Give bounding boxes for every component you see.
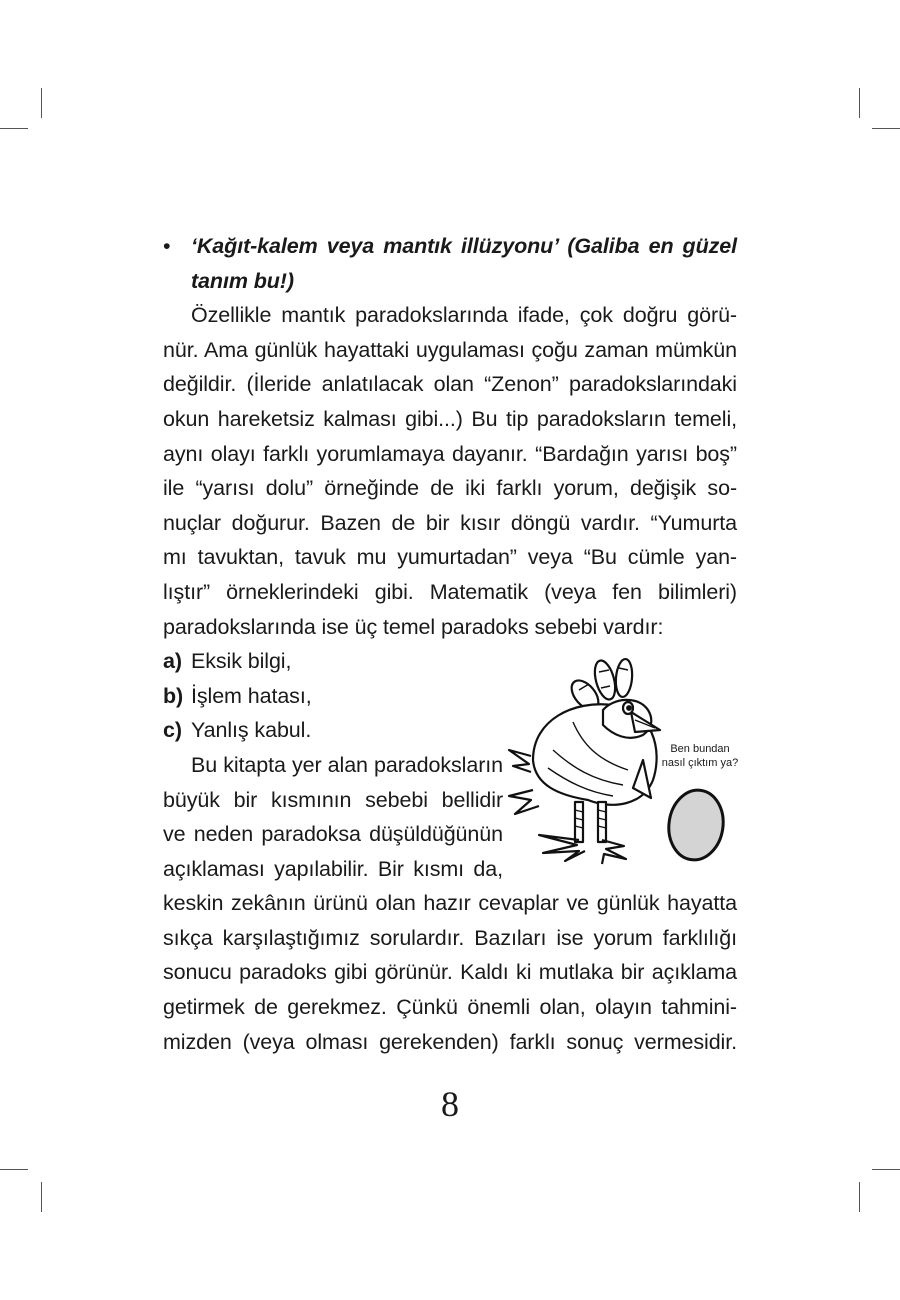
crop-mark bbox=[0, 128, 28, 129]
text-line: aynı olayı farklı yorumlamaya dayanır. “Bardağın yarısı boş” bbox=[163, 441, 737, 466]
text-line: büyük bir kısmının sebebi bellidir bbox=[163, 787, 503, 812]
text-line: mizden (veya olması gerekenden) farklı sonuç vermesidir. bbox=[163, 1029, 737, 1054]
crop-mark bbox=[41, 88, 42, 118]
page-number: 8 bbox=[441, 1084, 459, 1124]
text-line: ile “yarısı dolu” örneğinde de iki farklı yorum, değişik so- bbox=[163, 476, 737, 501]
text-line: değildir. (İleride anlatılacak olan “Zenon” paradokslarındaki bbox=[163, 372, 737, 397]
text-line: Özellikle mantık paradokslarında ifade, çok doğru görü- bbox=[191, 303, 737, 328]
speech-text bbox=[655, 742, 745, 770]
text-line: keskin zekânın ürünü olan hazır cevaplar ve günlük hayatta bbox=[163, 891, 737, 916]
list-text: İşlem hatası, bbox=[191, 683, 312, 708]
crop-mark bbox=[872, 1169, 900, 1170]
list-text: Eksik bilgi, bbox=[191, 649, 292, 674]
crop-mark bbox=[859, 1182, 860, 1212]
text-line: Bu kitapta yer alan paradoksların bbox=[191, 752, 503, 777]
body-text bbox=[163, 229, 737, 1059]
list-key: b) bbox=[163, 683, 184, 708]
crop-mark bbox=[872, 128, 900, 129]
list-key: a) bbox=[163, 649, 182, 674]
text-line: getirmek de gerekmez. Çünkü önemli olan, olayın tahmini- bbox=[163, 995, 737, 1020]
text-line: nür. Ama günlük hayattaki uygulaması çoğu zaman mümkün bbox=[163, 337, 737, 362]
text-line: paradokslarında ise üç temel paradoks sebebi vardır: bbox=[163, 614, 664, 639]
paragraph bbox=[163, 298, 737, 644]
crop-mark bbox=[859, 88, 860, 118]
text-line: açıklaması yapılabilir. Bir kısmı da, bbox=[163, 856, 503, 881]
bullet-line: ‘Kağıt-kalem veya mantık illüzyonu’ (Galiba en güzel bbox=[191, 234, 737, 258]
bullet-item bbox=[163, 229, 737, 298]
list-key: c) bbox=[163, 718, 182, 743]
text-line: ve neden paradoksa düşüldüğünün bbox=[163, 822, 503, 847]
text-line: mı tavuktan, tavuk mu yumurtadan” veya “Bu cümle yan- bbox=[163, 545, 737, 570]
text-line: sıkça karşılaştığımız sorulardır. Bazıları ise yorum farklılığı bbox=[163, 925, 737, 950]
speech-line: nasıl çıktım ya? bbox=[661, 757, 739, 769]
bullet-symbol: • bbox=[163, 234, 171, 258]
egg-icon bbox=[664, 787, 727, 864]
list-text: Yanlış kabul. bbox=[191, 718, 312, 743]
bullet-line: tanım bu!) bbox=[191, 268, 294, 293]
crop-mark bbox=[0, 1169, 28, 1170]
crop-mark bbox=[41, 1182, 42, 1212]
speech-line: Ben bundan bbox=[670, 743, 730, 755]
chicken-icon bbox=[509, 658, 660, 864]
text-line: okun hareketsiz kalması gibi...) Bu tip paradoksların temeli, bbox=[163, 406, 737, 431]
text-line: lıştır” örneklerindeki gibi. Matematik (veya fen bilimleri) bbox=[163, 579, 737, 604]
text-line: nuçlar doğurur. Bazen de bir kısır döngü vardır. “Yumurta bbox=[163, 510, 737, 535]
text-line: sonucu paradoks gibi görünür. Kaldı ki mutlaka bir açıklama bbox=[163, 960, 737, 985]
